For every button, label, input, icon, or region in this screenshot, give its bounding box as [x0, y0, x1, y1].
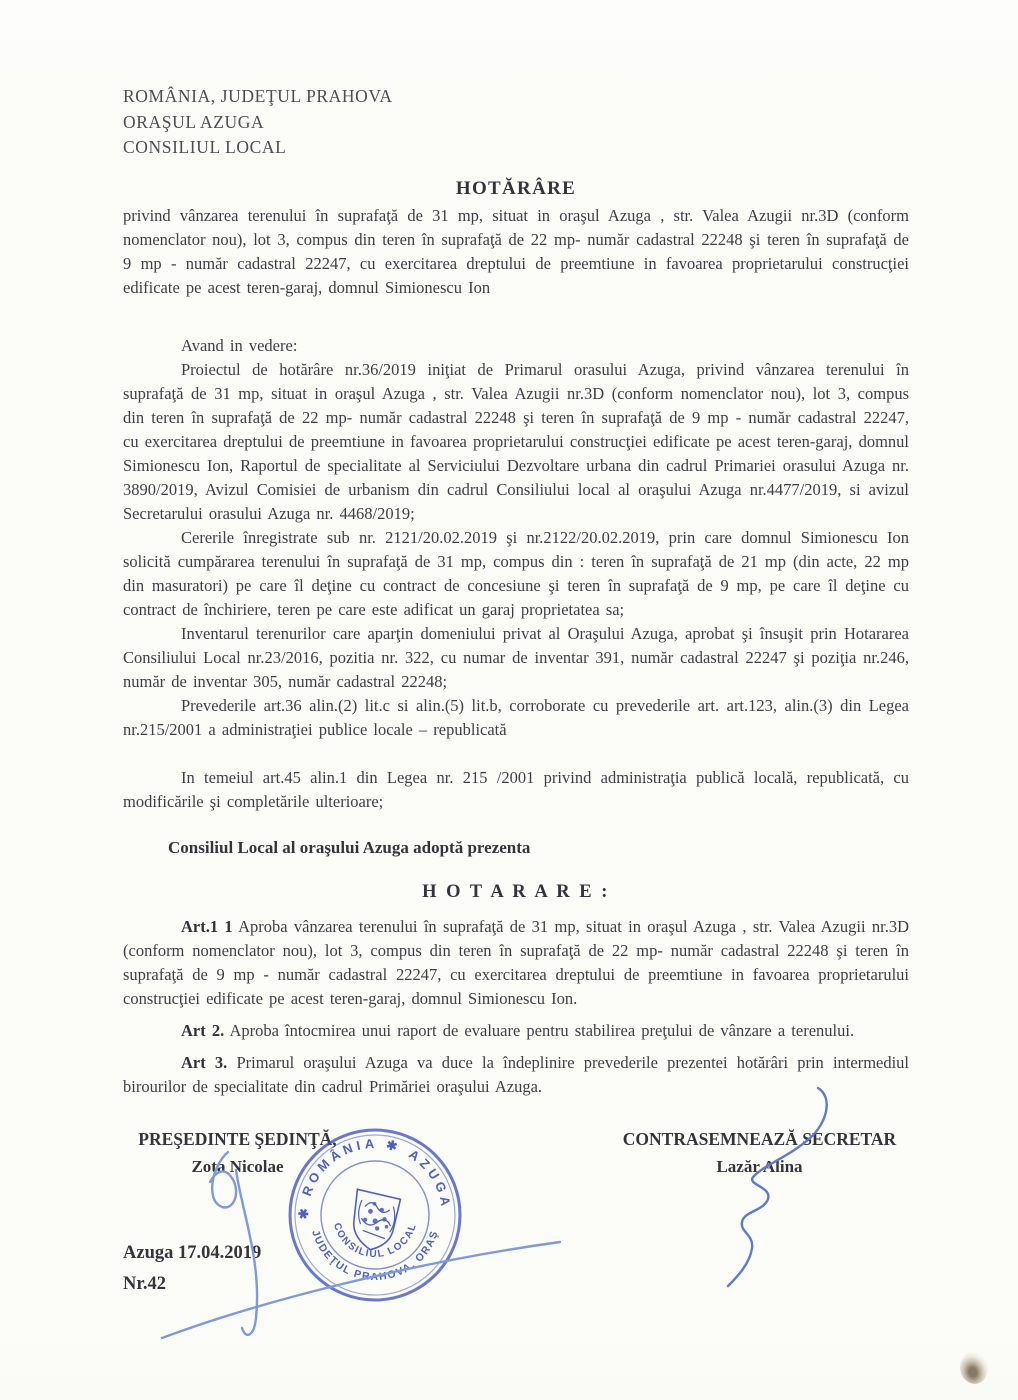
- article-3: [123, 1051, 909, 1099]
- stamp-county-textpath: JUDEŢUL PRAHOVA, ORAŞ: [309, 1228, 441, 1284]
- adoption-line: Consiliul Local al oraşului Azuga adoptă prezenta: [168, 837, 531, 857]
- stamp-country-textpath: ✱ ROMÂNIA ✱: [295, 1135, 403, 1220]
- issuer-city-line: ORAŞUL AZUGA: [123, 111, 265, 132]
- stamp-council-textpath: CONSILIUL LOCAL: [330, 1221, 420, 1261]
- decision-number: Nr.42: [123, 1274, 166, 1294]
- document-title: HOTĂRÂRE: [455, 177, 577, 199]
- stamp-city-textpath: AZUGA: [406, 1146, 454, 1211]
- article-2-text: Aproba întocmirea unui raport de evaluare pentru stabilirea preţului de vânzare a terenului.: [229, 1020, 855, 1040]
- article-3-label: Art 3.: [181, 1052, 228, 1072]
- article-1-label: Art.1 1: [181, 916, 233, 936]
- issuer-council-line: CONSILIUL LOCAL: [123, 137, 287, 157]
- considering-label: Avand in vedere:: [181, 335, 298, 355]
- stamp-council-text: [331, 1222, 419, 1261]
- issuer-block: [123, 84, 909, 161]
- secretary-signature-block: [612, 1126, 907, 1180]
- recital-project: Proiectul de hotărâre nr.36/2019 iniţiat de Primarul orasului Azuga, privind vânzarea terenului în suprafaţă de 31 mp, situat in oraşul Azuga , str. Valea Azugii nr.3D (conform nomenclator nou), lot 3, compus din teren în suprafaţă de 22 mp- număr cadastral 22248 şi teren în suprafaţă de 9 mp - număr cadastral 22247, cu exercitarea dreptului de preemtiune in favoarea proprietarului construcţiei edificate pe acest teren-garaj, domnul Simionescu Ion, Raportul de specialitate al Serviciului Dezvoltare urbana din cadrul Primariei orasului Azuga nr. 3890/2019, Avizul Comisiei de urbanism din cadrul Consiliului local al oraşului Azuga nr.4477/2019, si avizul Secretarului orasului Azuga nr. 4468/2019;: [123, 359, 909, 523]
- article-1-text: Aproba vânzarea terenului în suprafaţă de 31 mp, situat in oraşul Azuga , str. Valea Azugii nr.3D (conform nomenclator nou), lot 3, compus din teren în suprafaţă de 22 mp- număr cadastral 22248 şi teren în suprafaţă de 9 mp - număr cadastral 22247, cu exercitarea dreptului de preemtiune in favoarea proprietarului construcţiei edificate pe acest teren-garaj, domnul Simionescu Ion.: [123, 916, 910, 1008]
- stamp-coat-of-arms: [349, 1189, 401, 1253]
- issuer-country-line: ROMÂNIA, JUDEŢUL PRAHOVA: [123, 86, 393, 106]
- president-title: PREŞEDINTE ŞEDINŢĂ,: [138, 1129, 337, 1149]
- scan-smudge: [957, 1349, 992, 1387]
- article-1: [123, 915, 909, 1011]
- recital-inventory: Inventarul terenurilor care aparţin domeniului privat al Oraşului Azuga, aprobat şi însuşit prin Hotararea Consiliului Local nr.23/2016, pozitia nr. 322, cu numar de inventar 391, număr cadastral 22247 şi poziţia nr.246, număr de inventar 305, număr cadastral 22248;: [123, 623, 909, 691]
- secretary-title: CONTRASEMNEAZĂ SECRETAR: [622, 1129, 897, 1149]
- place-date: Azuga 17.04.2019: [123, 1243, 262, 1263]
- council-stamp: [286, 1126, 464, 1304]
- recital-requests: Cererile înregistrate sub nr. 2121/20.02.2019 şi nr.2122/20.02.2019, prin care domnul Simionescu Ion solicită cumpărarea terenului în suprafaţă de 31 mp, compus din : teren în suprafaţă de 21 mp (din acte, 22 mp din masuratori) pe care îl deţine cu contract de concesiune şi teren în suprafaţă de 9 mp, pe care îl deţine cu contract de închiriere, teren pe care este adificat un garaj proprietatea sa;: [123, 527, 909, 619]
- document-body: [123, 84, 909, 1099]
- secretary-signature-ink: [728, 1088, 827, 1286]
- article-3-text: Primarul oraşului Azuga va duce la îndeplinire prevederile prezentei hotărâri prin intermediul birourilor de specialitate din cadrul Primăriei oraşului Azuga.: [123, 1052, 910, 1096]
- recital-provisions: Prevederile art.36 alin.(2) lit.c si alin.(5) lit.b, corroborate cu prevederile art. art.123, alin.(3) din Legea nr.215/2001 a administraţiei publice locale – republicată: [123, 695, 909, 739]
- stamp-country-text: [296, 1136, 403, 1220]
- footer-block: [123, 1238, 261, 1300]
- document-subject: privind vânzarea terenului în suprafaţă de 31 mp, situat in oraşul Azuga , str. Valea Azugii nr.3D (conform nomenclator nou), lot 3, compus din teren în suprafaţă de 22 mp- număr cadastral 22248 şi teren în suprafaţă de 9 mp - număr cadastral 22247, cu exercitarea dreptului de preemtiune in favoarea proprietarului construcţiei edificate pe acest teren-garaj, domnul Simionescu Ion: [123, 205, 909, 297]
- secretary-name: Lazăr Alina: [716, 1157, 803, 1176]
- article-2: [123, 1019, 909, 1043]
- article-2-label: Art 2.: [181, 1020, 225, 1040]
- president-name: Zota Nicolae: [191, 1157, 284, 1176]
- legal-basis: In temeiul art.45 alin.1 din Legea nr. 215 /2001 privind administraţia publică locală, republicată, cu modificările şi completările ulterioare;: [123, 767, 909, 811]
- decision-heading: H O T A R A R E :: [422, 881, 610, 902]
